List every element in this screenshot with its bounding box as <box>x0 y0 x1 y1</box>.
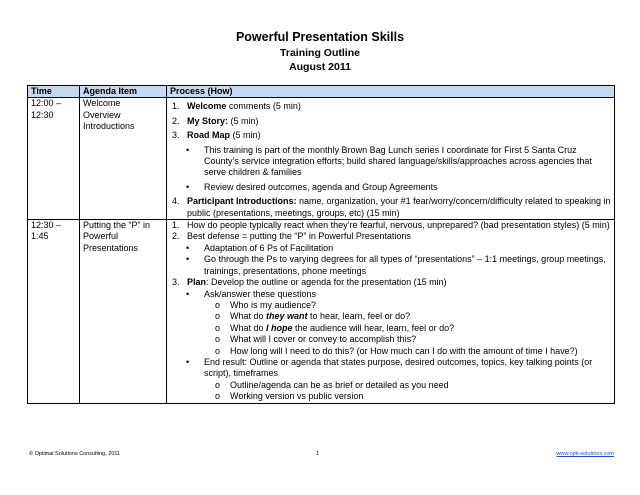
document-date: August 2011 <box>289 61 351 73</box>
list-item: • Go through the Ps to varying degrees for all types of “presentations” – 1:1 meetings, group meetings, trainings, presentations, phone meetings <box>186 254 606 276</box>
bullet-icon: • <box>186 288 190 299</box>
footer-website-link[interactable]: www.opti-solutions.com <box>556 451 614 457</box>
column-header-agenda: Agenda Item <box>80 86 167 98</box>
list-item: o How long will I need to do this? (or How much can I do with the amount of time I have?) <box>215 345 578 356</box>
list-item: 1. Welcome comments (5 min) <box>172 101 301 112</box>
table-row <box>28 220 615 404</box>
bullet-icon: • <box>186 254 190 265</box>
circle-bullet-icon: o <box>215 345 221 356</box>
column-header-time: Time <box>28 86 80 98</box>
document-subtitle: Training Outline <box>280 47 360 59</box>
bullet-icon: • <box>186 242 190 253</box>
list-item: • Review desired outcomes, agenda and Group Agreements <box>186 181 438 192</box>
column-header-process: Process (How) <box>167 86 615 98</box>
agenda-cell: Welcome Overview Introductions <box>80 98 167 220</box>
list-item: 1. How do people typically react when they’re fearful, nervous, unprepared? (bad presentation styles) (5 min) <box>172 220 610 231</box>
list-item: o What do I hope the audience will hear, learn, feel or do? <box>215 322 455 333</box>
list-item: 3. Plan: Develop the outline or agenda for the presentation (15 min) • Ask/answer these questions o Who is my audience? o What do they want to hear, learn, feel or do? o What do I hope the audience will hear, learn, feel or do? o What will I cover or convey to accomplish this? o How long will I need to do this? (or How much can I do with the amount of time I have?) • End result: Outline or agenda that states purpose, desired outcomes, topics, key talking points (or script), timeframes o Outline/agenda can be as brief or detailed as you need o Working version vs public version <box>170 277 611 402</box>
list-item: o Who is my audience? <box>215 299 317 310</box>
document-title: Powerful Presentation Skills <box>235 30 405 44</box>
agenda-cell: Putting the “P” in Powerful Presentations <box>80 220 167 404</box>
circle-bullet-icon: o <box>215 322 221 333</box>
time-cell: 12:00 – 12:30 <box>28 98 80 220</box>
list-item: • End result: Outline or agenda that states purpose, desired outcomes, topics, key talking points (or script), timeframes o Outline/agenda can be as brief or detailed as you need o Working version vs public version <box>170 357 611 403</box>
list-item: o What will I cover or convey to accomplish this? <box>215 334 417 345</box>
list-item: 3. Road Map (5 min) • This training is part of the monthly Brown Bag Lunch series I coordinate for First 5 Santa Cruz County’s service integration efforts; build shared language/skills/approaches across agencies that serve children & families • Review desired outcomes, agenda and Group Agreements <box>170 130 611 193</box>
footer-copyright: © Optimal Solutions Consulting, 2011 <box>29 451 121 457</box>
process-cell <box>167 98 615 220</box>
circle-bullet-icon: o <box>215 334 221 345</box>
list-item: • Ask/answer these questions o Who is my audience? o What do they want to hear, learn, feel or do? o What do I hope the audience will hear, learn, feel or do? o What will I cover or convey to accomplish this? o How long will I need to do this? (or How much can I do with the amount of time I have?) <box>170 289 611 357</box>
list-item: o Outline/agenda can be as brief or detailed as you need <box>215 379 449 390</box>
list-item: • This training is part of the monthly Brown Bag Lunch series I coordinate for First 5 Santa Cruz County’s service integration efforts; build shared language/skills/approaches across agencies that serve children & families <box>186 144 592 178</box>
list-item: • Adaptation of 6 Ps of Facilitation <box>186 242 334 253</box>
circle-bullet-icon: o <box>215 379 221 390</box>
bullet-icon: • <box>186 144 190 155</box>
list-item: 4. Participant Introductions: name, organization, your #1 fear/worry/concern/difficulty related to speaking in public (presentations, meetings, groups, etc) (15 min) <box>172 196 611 218</box>
time-cell: 12:30 – 1:45 <box>28 220 80 404</box>
bullet-icon: • <box>186 181 190 192</box>
process-list <box>170 220 611 403</box>
circle-bullet-icon: o <box>215 311 221 322</box>
process-list <box>170 101 611 219</box>
circle-bullet-icon: o <box>215 391 221 402</box>
bullet-icon: • <box>186 356 190 367</box>
circle-bullet-icon: o <box>215 299 221 310</box>
footer-page-number: 1 <box>316 451 320 457</box>
list-item: 2. Best defense = putting the “P” in Powerful Presentations • Adaptation of 6 Ps of Facilitation • Go through the Ps to varying degrees for all types of “presentations” – 1:1 meetings, group meetings, trainings, presentations, phone meetings <box>170 231 611 277</box>
table-row <box>28 98 615 220</box>
list-item: o What do they want to hear, learn, feel or do? <box>215 311 411 322</box>
table-header-row <box>28 86 615 98</box>
process-cell <box>167 220 615 404</box>
training-outline-table <box>27 85 615 404</box>
list-item: 2. My Story: (5 min) <box>172 115 259 126</box>
list-item: o Working version vs public version <box>215 391 364 402</box>
